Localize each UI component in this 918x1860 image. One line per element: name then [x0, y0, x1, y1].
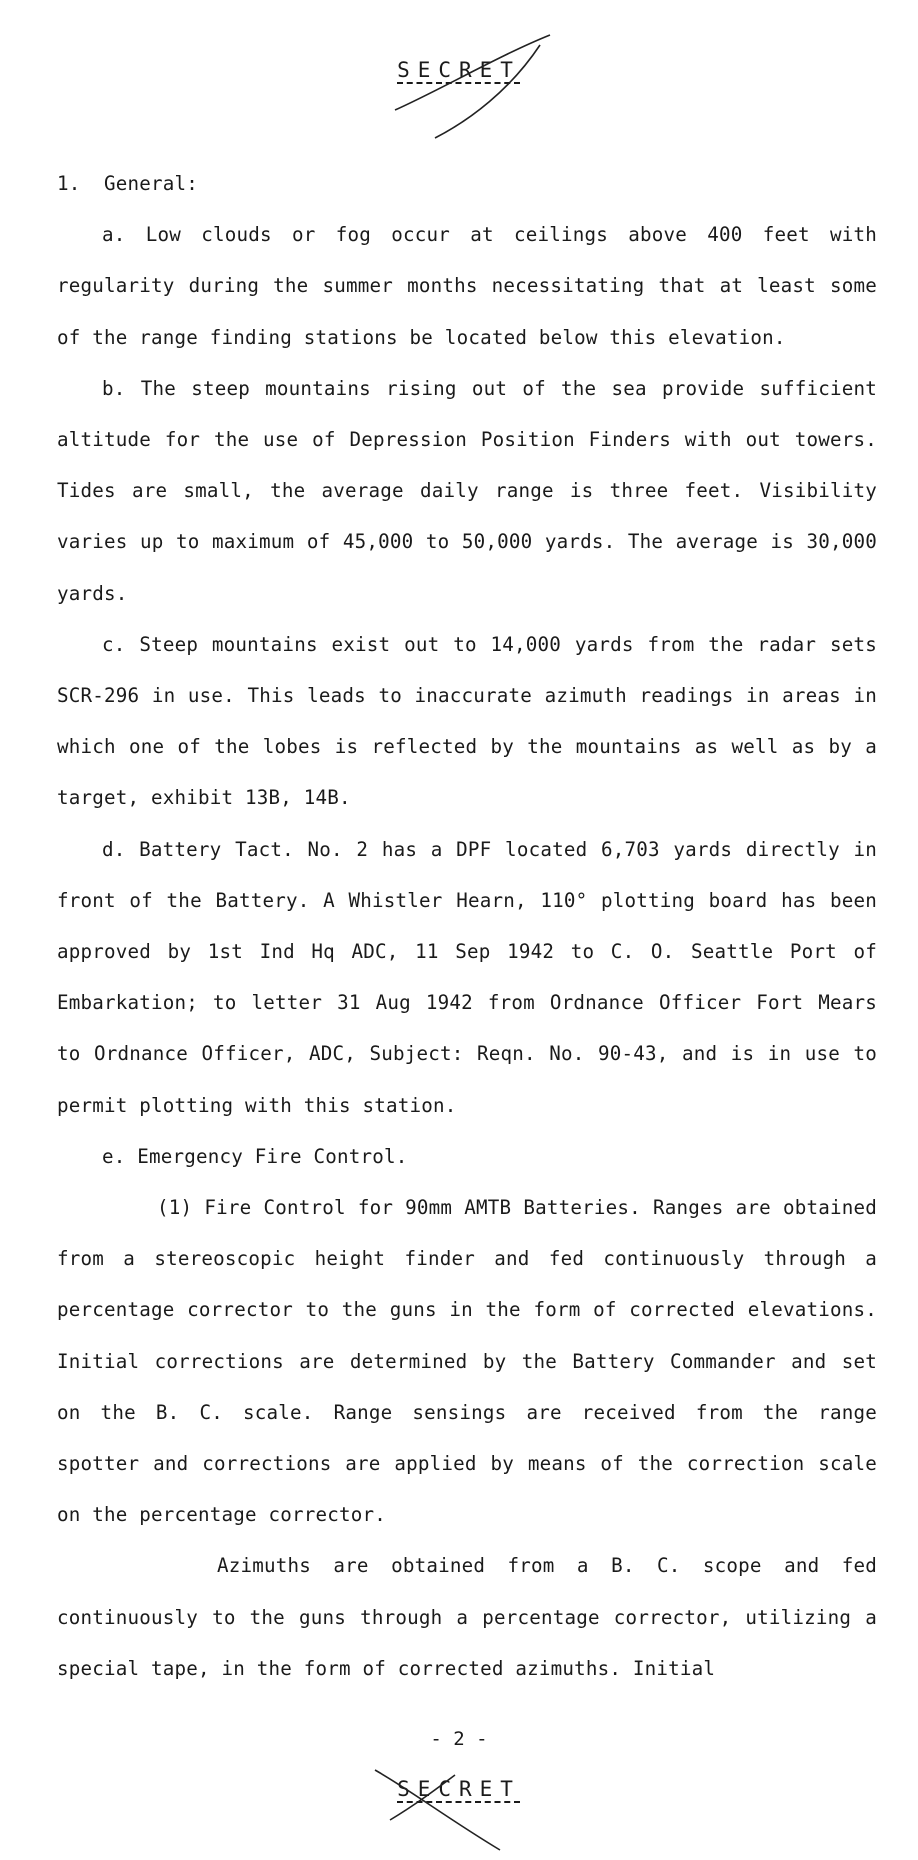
document-body: [57, 158, 877, 1694]
strike-through-mark-bottom: [370, 1760, 510, 1855]
paragraph-a: a. Low clouds or fog occur at ceilings above 400 feet with regularity during the summer months necessitating that at least some of the range finding stations be located below this elevation.: [57, 223, 877, 349]
paragraph-e: e. Emergency Fire Control.: [102, 1144, 408, 1168]
strike-through-mark-top: [390, 30, 570, 140]
section-heading: 1. General:: [57, 172, 199, 195]
paragraph-e-1-azimuths: Azimuths are obtained from a B. C. scope and fed continuously to the guns through a percentage corrector, utilizing a special tape, in the form of corrected azimuths. Initial: [57, 1554, 877, 1680]
paragraph-b: b. The steep mountains rising out of the sea provide sufficient altitude for the use of Depression Position Finders with out towers. Tides are small, the average daily range is three feet. Visibility varies up to maximum of 45,000 to 50,000 yards. The average is 30,000 yards.: [57, 376, 877, 605]
paragraph-e-1: (1) Fire Control for 90mm AMTB Batteries. Ranges are obtained from a stereoscopic height finder and fed continuously through a percentage corrector to the guns in the form of corrected elevations. Initial corrections are determined by the Battery Commander and set on the B. C. scale. Range sensings are received from the range spotter and corrections are applied by means of the correction scale on the percentage corrector.: [57, 1196, 877, 1527]
paragraph-d: d. Battery Tact. No. 2 has a DPF located 6,703 yards directly in front of the Battery. A Whistler Hearn, 110° plotting board has been approved by 1st Ind Hq ADC, 11 Sep 1942 to C. O. Seattle Port of Embarkation; to letter 31 Aug 1942 from Ordnance Officer Fort Mears to Ordnance Officer, ADC, Subject: Reqn. No. 90-43, and is in use to permit plotting with this station.: [57, 837, 877, 1117]
page-number: - 2 -: [430, 1728, 488, 1750]
classification-marking-bottom: SECRET: [397, 1777, 521, 1801]
classification-marking-top: SECRET: [397, 58, 521, 82]
paragraph-c: c. Steep mountains exist out to 14,000 yards from the radar sets SCR-296 in use. This leads to inaccurate azimuth readings in areas in which one of the lobes is reflected by the mountains as well as by a target, exhibit 13B, 14B.: [57, 632, 877, 810]
